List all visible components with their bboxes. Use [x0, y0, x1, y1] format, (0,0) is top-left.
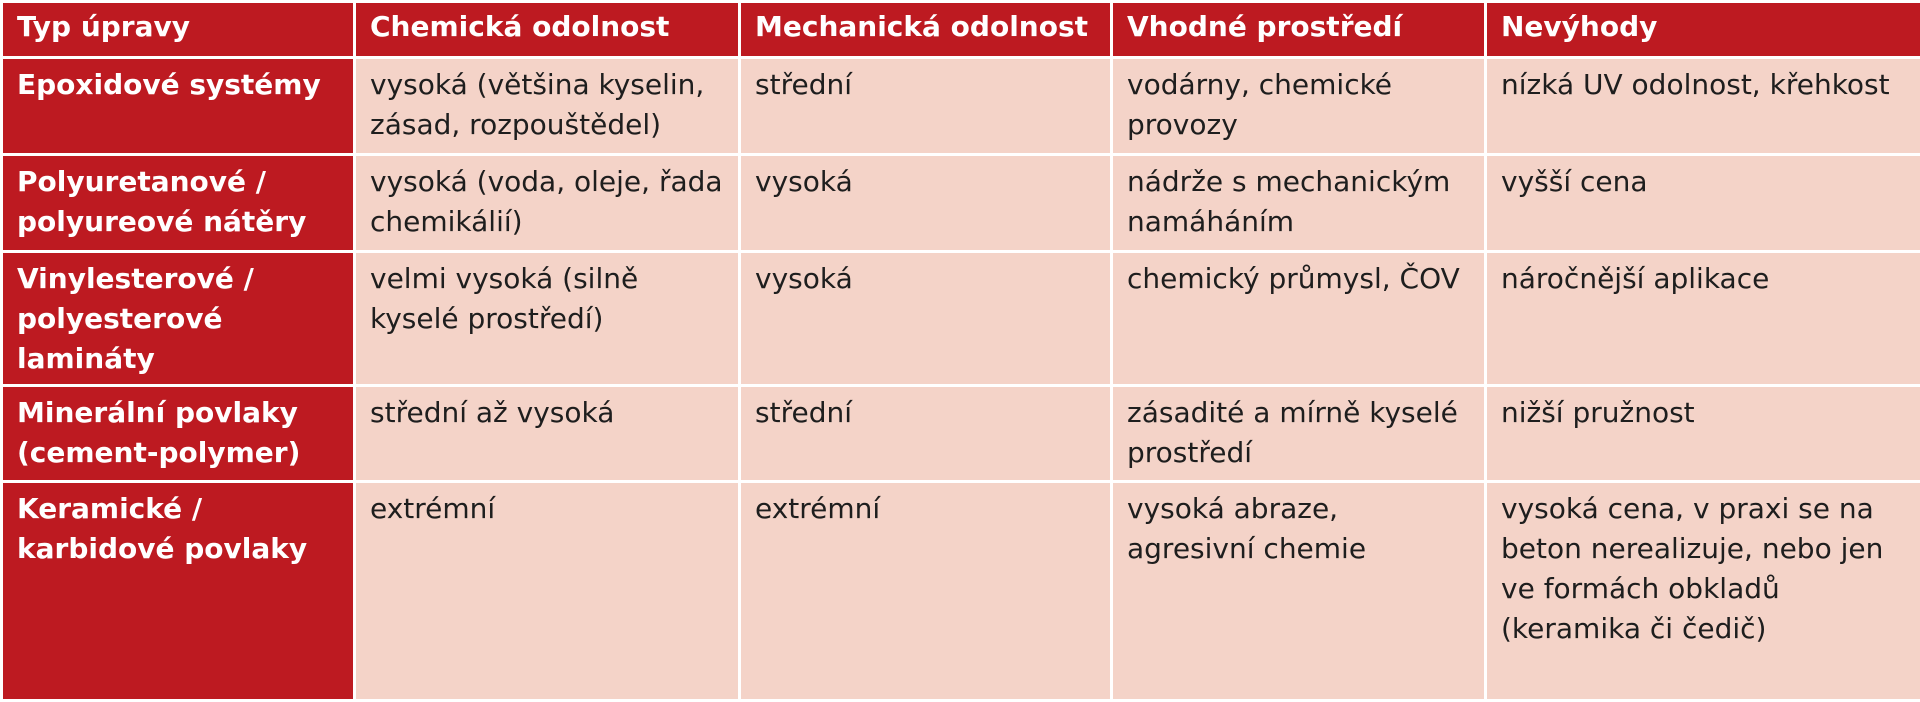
- drawbacks-cell: vyšší cena: [1486, 155, 1920, 252]
- drawbacks-cell: nižší pružnost: [1486, 386, 1920, 482]
- column-header-mechanical-resistance: Mechanická odolnost: [740, 2, 1112, 58]
- row-type-cell: Polyuretanové / polyureové nátěry: [2, 155, 355, 252]
- table-row: [2, 252, 1920, 386]
- drawbacks-cell: náročnější aplikace: [1486, 252, 1920, 386]
- chemical-resistance-cell: vysoká (voda, oleje, řada chemikálií): [355, 155, 740, 252]
- suitable-environment-cell: chemický průmysl, ČOV: [1112, 252, 1486, 386]
- chemical-resistance-cell: střední až vysoká: [355, 386, 740, 482]
- mechanical-resistance-cell: vysoká: [740, 252, 1112, 386]
- column-header-chemical-resistance: Chemická odolnost: [355, 2, 740, 58]
- mechanical-resistance-cell: střední: [740, 386, 1112, 482]
- table-row: [2, 155, 1920, 252]
- chemical-resistance-cell: extrémní: [355, 482, 740, 701]
- row-type-cell: Keramické / karbidové povlaky: [2, 482, 355, 701]
- suitable-environment-cell: vodárny, chemické provozy: [1112, 58, 1486, 155]
- mechanical-resistance-cell: střední: [740, 58, 1112, 155]
- row-type-cell: Epoxidové systémy: [2, 58, 355, 155]
- mechanical-resistance-cell: vysoká: [740, 155, 1112, 252]
- suitable-environment-cell: vysoká abraze, agresivní chemie: [1112, 482, 1486, 701]
- column-header-drawbacks: Nevýhody: [1486, 2, 1920, 58]
- mechanical-resistance-cell: extrémní: [740, 482, 1112, 701]
- drawbacks-cell: vysoká cena, v praxi se na beton nerealizuje, nebo jen ve formách obkladů (keramika či čedič): [1486, 482, 1920, 701]
- column-header-type: Typ úpravy: [2, 2, 355, 58]
- chemical-resistance-cell: vysoká (většina kyselin, zásad, rozpouštědel): [355, 58, 740, 155]
- column-header-suitable-environment: Vhodné prostředí: [1112, 2, 1486, 58]
- suitable-environment-cell: zásadité a mírně kyselé prostředí: [1112, 386, 1486, 482]
- drawbacks-cell: nízká UV odolnost, křehkost: [1486, 58, 1920, 155]
- table-header-row: [2, 2, 1920, 58]
- table-row: [2, 482, 1920, 701]
- chemical-resistance-cell: velmi vysoká (silně kyselé prostředí): [355, 252, 740, 386]
- table-row: [2, 386, 1920, 482]
- row-type-cell: Vinylesterové / polyesterové lamináty: [2, 252, 355, 386]
- row-type-cell: Minerální povlaky (cement-polymer): [2, 386, 355, 482]
- table-row: [2, 58, 1920, 155]
- suitable-environment-cell: nádrže s mechanickým namáháním: [1112, 155, 1486, 252]
